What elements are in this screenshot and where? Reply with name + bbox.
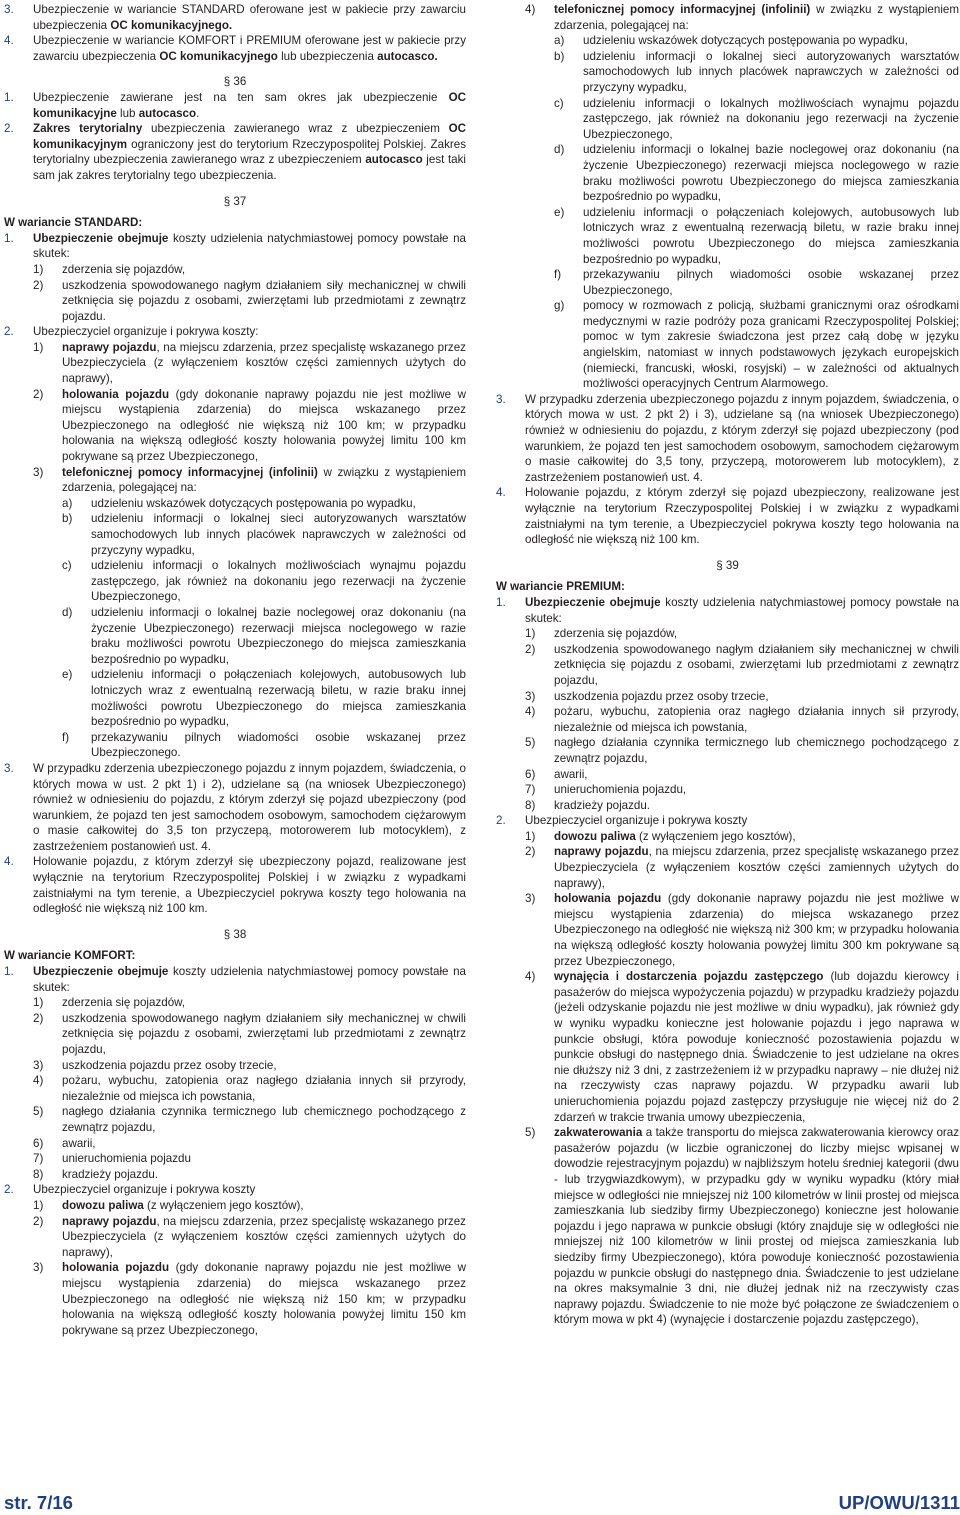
- list-marker: 1): [33, 1198, 44, 1212]
- list-item: [496, 2, 959, 33]
- list-item: [4, 33, 466, 64]
- variant-heading: W wariancie STANDARD:: [4, 216, 143, 230]
- list-text: uszkodzenia spowodowanego nagłym działaniem siły mechanicznej w chwili zetknięcia się pojazdu z osobami, zwierzętami lub przedmiotami z zewnątrz pojazdu,: [62, 1011, 466, 1056]
- list-item: [4, 324, 466, 340]
- list-marker: 6): [33, 1136, 44, 1150]
- list-item: [4, 1011, 466, 1058]
- list-marker: 1.: [4, 90, 14, 104]
- list-text: udzieleniu wskazówek dotyczących postępowania po wypadku,: [91, 496, 416, 510]
- list-marker: 2.: [4, 325, 14, 339]
- list-text: zakwaterowania a także transportu do miejsca zakwaterowania kierowcy oraz pasażerów pojazdu (w liczbie ograniczonej do liczby miejsc wpisanej w dowodzie rejestracyjnym pojazdu) w najbliższym hotelu średniej kategorii (dwu - lub trzygwiazdkowym), w przypadku gdy w wyniku wypadku (który miał miejsce w odległości nie mniejszej niż 100 kilometrów w linii prostej od miejsca zamieszkania lub siedziby firmy Ubezpieczonego) konieczne jest holowanie pojazdu i jego naprawa w punkcie obsługi (który znajduje się w odległości nie mniejszej niż 100 kilometrów w linii prostej od miejsca zamieszkania lub siedziby firmy Ubezpieczonego), która powoduje konieczność pozostawienia pojazdu w punkcie obsługi do następnego dnia. Świadczenie to jest udzielane na okres maksymalnie 3 dni, nie dłużej jednak niż na rzeczywisty czas naprawy pojazdu. Świadczenie to nie może być połączone ze świadczeniem o którym mowa w pkt 4) (wynajęcie i dostarczenie pojazdu zastępczego),: [554, 1126, 959, 1327]
- list-marker: 2): [525, 845, 536, 859]
- list-marker: 2): [33, 1214, 44, 1228]
- list-item: [496, 626, 959, 642]
- list-item: [4, 465, 466, 496]
- list-marker: e): [62, 668, 73, 682]
- list-text: udzieleniu informacji o połączeniach kolejowych, autobusowych lub lotniczych wraz z ewentualną rezerwacją biletu, w razie braku innej możliwości powrotu Ubezpieczonego do miejsca zamieszkania bezpośrednio po wypadku,: [583, 205, 959, 266]
- list-marker: 2): [525, 642, 536, 656]
- list-marker: 1.: [496, 595, 506, 609]
- section-number: § 36: [223, 75, 247, 89]
- list-marker: 2): [33, 278, 44, 292]
- list-item: [4, 1167, 466, 1183]
- list-text: pożaru, wybuchu, zatopienia oraz nagłego działania innych sił przyrody, niezależnie od miejsca ich powstania,: [62, 1074, 466, 1103]
- list-text: W przypadku zderzenia ubezpieczonego pojazdu z innym pojazdem, świadczenia, o których mowa w ust. 2 pkt 1) i 2), udzielane są (na wniosek Ubezpieczonego) również w odniesieniu do pojazdu, z którym zderzył się pojazd ubezpieczony (pod warunkiem, że pojazd ten jest samochodem osobowym, samochodem ciężarowym o masie całkowitej do 3,5 ton przyczepą, motorowerem lub motocyklem), z zastrzeżeniem postanowień ust. 4.: [33, 761, 466, 853]
- list-marker: 3): [525, 689, 536, 703]
- variant-heading: W wariancie PREMIUM:: [496, 580, 625, 594]
- list-marker: 4): [525, 705, 536, 719]
- list-text: pomocy w rozmowach z policją, służbami granicznymi oraz ośrodkami medycznymi w razie podróży poza granicami Rzeczypospolitej Polskiej; pomoc w tym zakresie świadczona jest przez całą dobę w języku angielskim, natomiast w innych podstawowych językach europejskich (niemiecki, francuski, włoski, rosyjski) – w zależności od aktualnych możliwości operacyjnych Centrum Alarmowego.: [583, 299, 959, 391]
- list-text: udzieleniu informacji o lokalnych możliwościach wynajmu pojazdu zastępczego, jak również na dokonaniu jego rezerwacji na życzenie Ubezpieczonego,: [583, 96, 959, 141]
- list-text: Ubezpieczenie obejmuje koszty udzielenia natychmiastowej pomocy powstałe na skutek:: [525, 595, 959, 625]
- list-item: [4, 511, 466, 558]
- list-item: [4, 964, 466, 995]
- list-text: Zakres terytorialny ubezpieczenia zawieranego wraz z ubezpieczeniem OC komunikacyjnym ograniczony jest do terytorium Rzeczypospolitej Polskiej. Zakres terytorialny ubezpieczenia zawieranego wraz z ubezpieczeniem autocasco jest taki sam jak zakres terytorialny tego ubezpieczenia.: [33, 122, 467, 182]
- list-item: [496, 33, 959, 49]
- section-number: § 37: [223, 194, 247, 208]
- list-marker: 2): [33, 1011, 44, 1025]
- list-text: holowania pojazdu (gdy dokonanie naprawy pojazdu nie jest możliwe w miejscu wystąpienia zdarzenia) do miejsca wskazanego przez Ubezpieczonego na odległość nie większą niż 300 km; w przypadku holowania na większą odległość koszty holowania powyżej limitu 300 km pokrywane są przez Ubezpieczonego,: [554, 892, 960, 968]
- list-marker: 3): [525, 892, 536, 906]
- list-text: przekazywaniu pilnych wiadomości osobie wskazanej przez Ubezpieczonego.: [91, 730, 466, 760]
- list-item: [496, 767, 959, 783]
- list-marker: 6): [525, 767, 536, 781]
- list-item: [496, 205, 959, 267]
- list-text: udzieleniu informacji o lokalnych możliwościach wynajmu pojazdu zastępczego, jak również na dokonaniu jego rezerwacji na życzenie Ubezpieczonego,: [91, 559, 466, 604]
- list-text: wynajęcia i dostarczenia pojazdu zastępczego (lub dojazdu kierowcy i pasażerów do miejsca wypożyczenia pojazdu) w przypadku kradzieży pojazdu (jeżeli odzyskanie pojazdu nie jest możliwe w dniu wypadku), jak również gdy w wyniku wypadku konieczne jest holowanie pojazdu i jego naprawa w punkcie obsługi, która powoduje konieczność pozostawienia pojazdu w punkcie obsługi do następnego dnia. Świadczenie to jest udzielane na okres nie dłuższy niż 3 dni, z zastrzeżeniem iż w przypadku naprawy – nie dłużej niż na rzeczywisty czas naprawy pojazdu. W przypadku awarii lub unieruchomienia pojazdu pojazd zastępczy przysługuje nie więcej niż do 2 zdarzeń w trakcie trwania umowy ubezpieczenia,: [554, 970, 959, 1124]
- list-item: [496, 49, 959, 96]
- list-text: udzieleniu informacji o lokalnej sieci autoryzowanych warsztatów samochodowych lub innych placówek naprawczych w zależności od przyczyny wypadku,: [91, 512, 466, 557]
- list-text: udzieleniu informacji o lokalnej bazie noclegowej oraz dokonaniu (na życzenie Ubezpieczonego) rezerwacji miejsca noclegowego w razie braku możliwości powrotu Ubezpieczonego do miejsca zamieszkania bezpośrednio po wypadku,: [91, 605, 466, 666]
- list-marker: 1): [525, 627, 536, 641]
- list-item: [496, 813, 959, 829]
- list-text: udzieleniu informacji o połączeniach kolejowych, autobusowych lub lotniczych wraz z ewentualną rezerwacją biletu, w razie braku innej możliwości powrotu Ubezpieczonego do miejsca zamieszkania bezpośrednio po wypadku,: [91, 668, 466, 729]
- list-marker: 4): [525, 970, 536, 984]
- list-marker: 7): [525, 783, 536, 797]
- list-item: [4, 1182, 466, 1198]
- list-marker: 1): [525, 829, 536, 843]
- list-text: pożaru, wybuchu, zatopienia oraz nagłego działania innych sił przyrody, niezależnie od miejsca ich powstania,: [554, 705, 959, 734]
- list-text: udzieleniu wskazówek dotyczących postępowania po wypadku,: [583, 34, 908, 48]
- list-marker: a): [62, 496, 73, 510]
- list-text: naprawy pojazdu, na miejscu zdarzenia, przez specjalistę wskazanego przez Ubezpieczyciela (z wyłączeniem kosztów części zamiennych użytych do naprawy),: [62, 340, 466, 386]
- list-marker: c): [62, 559, 72, 573]
- list-item: [496, 142, 959, 204]
- list-text: uszkodzenia pojazdu przez osoby trzecie,: [62, 1058, 277, 1072]
- list-text: kradzieży pojazdu.: [554, 798, 651, 812]
- list-item: [4, 730, 466, 761]
- list-item: [4, 231, 466, 262]
- list-marker: 4.: [496, 486, 506, 500]
- section-number: § 39: [716, 558, 739, 572]
- list-marker: 1.: [4, 231, 14, 245]
- list-item: [4, 1058, 466, 1074]
- list-marker: b): [62, 512, 73, 526]
- list-marker: 4): [525, 3, 536, 16]
- list-item: [496, 595, 959, 626]
- list-item: [4, 340, 466, 387]
- list-text: Holowanie pojazdu, z którym zderzył się pojazd ubezpieczony, realizowane jest wyłącznie na terytorium Rzeczypospolitej Polskiej i w związku z wypadkami zaistniałymi na tym terenie, a Ubezpieczyciel pokrywa koszty tego holowania na odległość nie większą niż 100 km.: [525, 486, 959, 547]
- list-item: [496, 642, 959, 689]
- list-marker: 3.: [496, 392, 506, 406]
- list-text: nagłego działania czynnika termicznego lub chemicznego pochodzącego z zewnątrz pojazdu,: [62, 1105, 466, 1134]
- list-marker: d): [62, 605, 73, 619]
- section-number: § 38: [223, 927, 247, 941]
- list-text: naprawy pojazdu, na miejscu zdarzenia, przez specjalistę wskazanego przez Ubezpieczyciela (z wyłączeniem kosztów części zamiennych użytych do naprawy),: [62, 1214, 466, 1259]
- list-item: [4, 995, 466, 1011]
- list-item: [496, 267, 959, 298]
- list-marker: 2.: [4, 1183, 14, 1197]
- list-item: [4, 2, 466, 33]
- page-number: str. 7/16: [4, 1492, 73, 1514]
- list-item: [4, 1260, 466, 1338]
- list-marker: 2.: [4, 122, 14, 136]
- variant-heading: W wariancie KOMFORT:: [4, 949, 136, 963]
- list-text: uszkodzenia pojazdu przez osoby trzecie,: [554, 689, 769, 703]
- list-item: [4, 1073, 466, 1104]
- list-item: [4, 1198, 466, 1214]
- list-item: [4, 496, 466, 512]
- list-marker: e): [554, 205, 565, 219]
- list-marker: 3): [33, 1058, 44, 1072]
- list-marker: 3): [33, 1261, 44, 1275]
- list-item: [496, 1125, 959, 1328]
- list-item: [496, 844, 959, 891]
- list-text: Ubezpieczyciel organizuje i pokrywa koszty:: [33, 325, 259, 339]
- list-item: [4, 278, 466, 325]
- list-marker: 1): [33, 340, 44, 354]
- list-text: holowania pojazdu (gdy dokonanie naprawy pojazdu nie jest możliwe w miejscu wystąpienia zdarzenia) do miejsca wskazanego przez Ubezpieczonego na odległość nie większą niż 100 km; w przypadku holowania na większą odległość koszty holowania powyżej limitu 100 km pokrywane są przez Ubezpieczonego,: [62, 387, 466, 464]
- list-text: unieruchomienia pojazdu: [62, 1152, 191, 1166]
- list-text: kradzieży pojazdu.: [62, 1167, 159, 1181]
- list-item: [496, 829, 959, 845]
- list-item: [4, 558, 466, 605]
- list-marker: f): [62, 730, 70, 744]
- list-text: Ubezpieczyciel organizuje i pokrywa koszty: [33, 1183, 256, 1197]
- list-item: [4, 761, 466, 855]
- list-marker: 1): [33, 996, 44, 1010]
- list-text: przekazywaniu pilnych wiadomości osobie wskazanej przez Ubezpieczonego,: [583, 268, 959, 297]
- list-text: telefonicznej pomocy informacyjnej (infolinii) w związku z wystąpieniem zdarzenia, polegającej na:: [554, 3, 960, 32]
- list-text: Ubezpieczenie w wariancie KOMFORT i PREMIUM oferowane jest w pakiecie przy zawarciu ubezpieczenia OC komunikacyjnego lub ubezpieczenia autocasco.: [33, 34, 466, 63]
- document-code: UP/OWU/1311: [838, 1492, 960, 1514]
- list-item: [4, 262, 466, 278]
- list-item: [4, 667, 466, 729]
- list-text: awarii,: [62, 1136, 96, 1150]
- list-text: Ubezpieczyciel organizuje i pokrywa koszty: [525, 814, 748, 828]
- page-footer: [4, 1491, 960, 1515]
- list-marker: f): [554, 268, 562, 282]
- list-text: uszkodzenia spowodowanego nagłym działaniem siły mechanicznej w chwili zetknięcia się pojazdu z osobami, zwierzętami lub przedmiotami z zewnątrz pojazdu.: [62, 278, 466, 323]
- list-text: W przypadku zderzenia ubezpieczonego pojazdu z innym pojazdem, świadczenia, o których mowa w ust. 2 pkt 2) i 3), udzielane są (na wniosek Ubezpieczonego) również w odniesieniu do pojazdu, z którym zderzył się pojazd ubezpieczony (pod warunkiem, że pojazd ten jest samochodem osobowym, samochodem ciężarowym o masie całkowitej do 3,5 tony, przyczepą, motorowerem lub motocyklem), z zastrzeżeniem postanowień ust. 4.: [525, 392, 959, 484]
- list-text: Ubezpieczenie obejmuje koszty udzielenia natychmiastowej pomocy powstałe na skutek:: [33, 965, 466, 994]
- list-item: [496, 969, 959, 1125]
- list-marker: 4.: [4, 34, 14, 48]
- list-item: [496, 782, 959, 798]
- list-text: dowozu paliwa (z wyłączeniem jego kosztów),: [62, 1198, 304, 1212]
- list-text: Holowanie pojazdu, z którym zderzył się ubezpieczony pojazd, realizowane jest wyłącznie na terytorium Rzeczypospolitej Polskiej i w związku z wypadkami zaistniałymi na tym terenie, a Ubezpieczyciel pokrywa koszty tego holowania na odległość nie większą niż 100 km.: [33, 855, 466, 916]
- list-marker: 1): [33, 262, 44, 276]
- list-item: [4, 387, 466, 465]
- list-marker: 5): [33, 1105, 44, 1119]
- list-item: [4, 1104, 466, 1135]
- list-marker: 7): [33, 1152, 44, 1166]
- list-marker: 8): [33, 1167, 44, 1181]
- list-item: [4, 1214, 466, 1261]
- list-marker: a): [554, 34, 565, 48]
- list-text: Ubezpieczenie obejmuje koszty udzielenia natychmiastowej pomocy powstałe na skutek:: [33, 231, 466, 261]
- list-marker: 8): [525, 798, 536, 812]
- list-marker: 3.: [4, 3, 14, 16]
- list-text: nagłego działania czynnika termicznego lub chemicznego pochodzącego z zewnątrz pojazdu,: [554, 736, 959, 765]
- list-marker: 4): [33, 1074, 44, 1088]
- list-marker: 1.: [4, 965, 14, 979]
- list-text: udzieleniu informacji o lokalnej sieci autoryzowanych warsztatów samochodowych lub innych placówek naprawczych w zależności od przyczyny wypadku,: [583, 49, 959, 94]
- list-text: naprawy pojazdu, na miejscu zdarzenia, przez specjalistę wskazanego przez Ubezpieczyciela (z wyłączeniem kosztów części zamiennych użytych do naprawy),: [554, 845, 959, 890]
- list-item: [496, 392, 959, 486]
- list-item: [4, 854, 466, 916]
- list-item: [4, 1151, 466, 1167]
- right-column: [496, 2, 959, 1328]
- list-item: [496, 798, 959, 814]
- list-text: dowozu paliwa (z wyłączeniem jego kosztów),: [554, 829, 796, 843]
- list-item: [496, 298, 959, 392]
- list-text: awarii,: [554, 767, 588, 781]
- list-marker: c): [554, 96, 564, 110]
- list-marker: 5): [525, 736, 536, 750]
- list-text: zderzenia się pojazdów,: [62, 262, 186, 276]
- list-marker: 4.: [4, 855, 14, 869]
- list-marker: g): [554, 299, 565, 313]
- list-marker: 2): [33, 387, 44, 401]
- list-item: [4, 1136, 466, 1152]
- list-marker: 2.: [496, 814, 506, 828]
- list-marker: 3): [33, 465, 44, 479]
- list-text: telefonicznej pomocy informacyjnej (infolinii) w związku z wystąpieniem zdarzenia, polegającej na:: [62, 465, 466, 495]
- list-item: [496, 735, 959, 766]
- list-text: unieruchomienia pojazdu,: [554, 783, 687, 797]
- list-marker: b): [554, 49, 565, 63]
- list-item: [496, 96, 959, 143]
- list-text: udzieleniu informacji o lokalnej bazie noclegowej oraz dokonaniu (na życzenie Ubezpieczonego) rezerwacji miejsca noclegowego w razie braku możliwości powrotu Ubezpieczonego do miejsca zamieszkania bezpośrednio po wypadku,: [583, 143, 959, 204]
- list-item: [4, 605, 466, 667]
- list-item: [496, 689, 959, 705]
- list-text: zderzenia się pojazdów,: [62, 996, 186, 1010]
- list-marker: 3.: [4, 761, 14, 775]
- list-marker: 5): [525, 1126, 536, 1140]
- list-text: zderzenia się pojazdów,: [554, 627, 678, 641]
- left-column: [4, 2, 466, 1338]
- list-item: [4, 121, 466, 183]
- list-text: uszkodzenia spowodowanego nagłym działaniem siły mechanicznej w chwili zetknięcia się pojazdu z osobami, zwierzętami lub przedmiotami z zewnątrz pojazdu,: [554, 642, 959, 687]
- list-text: Ubezpieczenie zawierane jest na ten sam okres jak ubezpieczenie OC komunikacyjne lub autocasco.: [33, 90, 466, 120]
- list-item: [496, 704, 959, 735]
- list-item: [496, 485, 959, 547]
- list-text: holowania pojazdu (gdy dokonanie naprawy pojazdu nie jest możliwe w miejscu wystąpienia zdarzenia) do miejsca wskazanego przez Ubezpieczonego na odległość nie większą niż 150 km; w przypadku holowania na większą odległość koszty holowania powyżej limitu 150 km pokrywane są przez Ubezpieczonego,: [62, 1261, 466, 1337]
- list-text: Ubezpieczenie w wariancie STANDARD oferowane jest w pakiecie przy zawarciu ubezpieczenia OC komunikacyjnego.: [33, 3, 466, 32]
- list-item: [496, 891, 959, 969]
- list-item: [4, 90, 466, 121]
- list-marker: d): [554, 143, 565, 157]
